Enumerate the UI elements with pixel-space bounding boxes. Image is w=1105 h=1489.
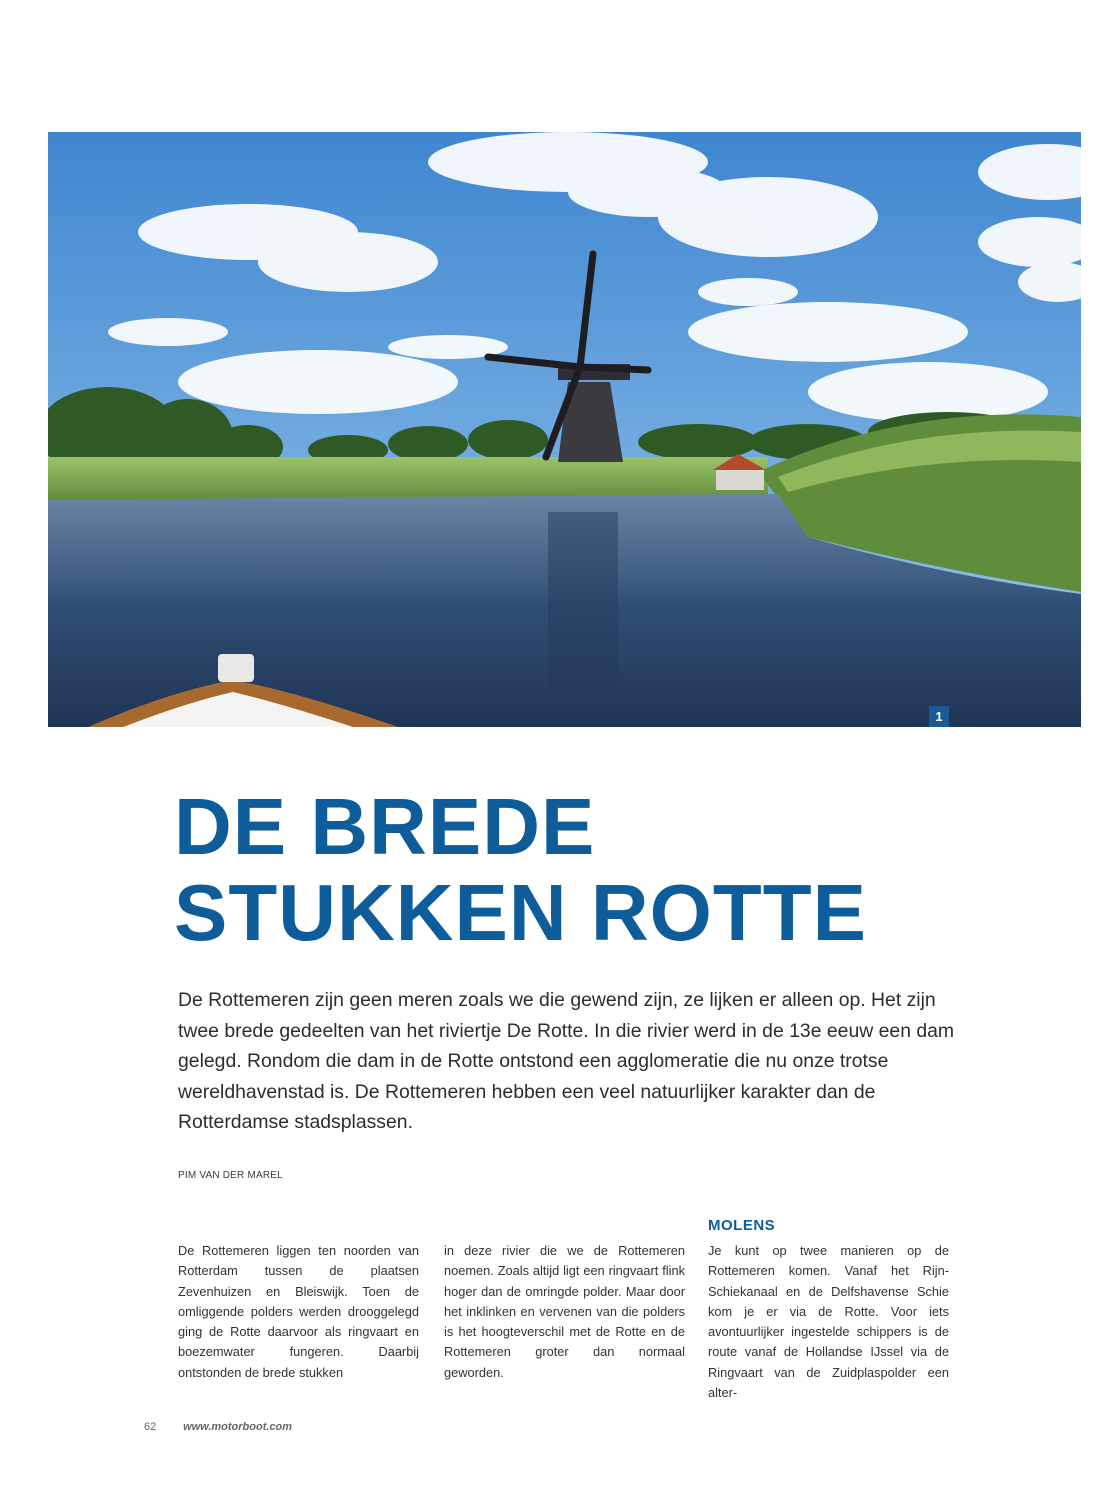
hero-photo [48,132,1081,727]
article-title [174,784,867,956]
body-column-2: in deze rivier die we de Rottemeren noemen. Zoals altijd ligt een ringvaart flink hoger dan de omringde polder. Maar door het inklinken en vervenen van die polders is het hoogteverschil met de Rotte en de Rottemeren groter dan normaal geworden. [444,1243,685,1380]
title-line-2: STUKKEN ROTTE [174,868,867,957]
photo-number-badge: 1 [929,706,949,727]
page-number: 62 [144,1421,157,1433]
footer-url[interactable]: www.motorboot.com [183,1421,293,1433]
title-line-1: DE BREDE [174,782,596,871]
section-heading: MOLENS [708,1217,776,1234]
windmill-photo [48,132,1081,727]
article-lead: De Rottemeren zijn geen meren zoals we die gewend zijn, ze lijken er alleen op. Het zijn twee brede gedeelten van het riviertje De Rotte. In die rivier werd in de 13e eeuw een dam gelegd. Rondom die dam in de Rotte ontstond een agglomeratie die nu onze trotse wereldhavenstad is. De Rottemeren hebben een veel natuurlijker karakter dan de Rotterdamse stadsplassen. [178,989,955,1133]
byline: PIM VAN DER MAREL [178,1170,283,1181]
page-footer [144,1421,292,1433]
body-column-3: Je kunt op twee manieren op de Rottemeren komen. Vanaf het Rijn-Schiekanaal en de Delfshavense Schie kom je er via de Rotte. Voor iets avontuurlijker ingestelde schippers is de route vanaf de Hollandse IJssel via de Ringvaart van de Zuidplaspolder een alter- [708,1243,949,1401]
body-column-1: De Rottemeren liggen ten noorden van Rotterdam tussen de plaatsen Zevenhuizen en Bleiswijk. Toen de omliggende polders werden drooggelegd ging de Rotte daarvoor als ringvaart en boezemwater fungeren. Daarbij ontstonden de brede stukken [178,1243,419,1380]
